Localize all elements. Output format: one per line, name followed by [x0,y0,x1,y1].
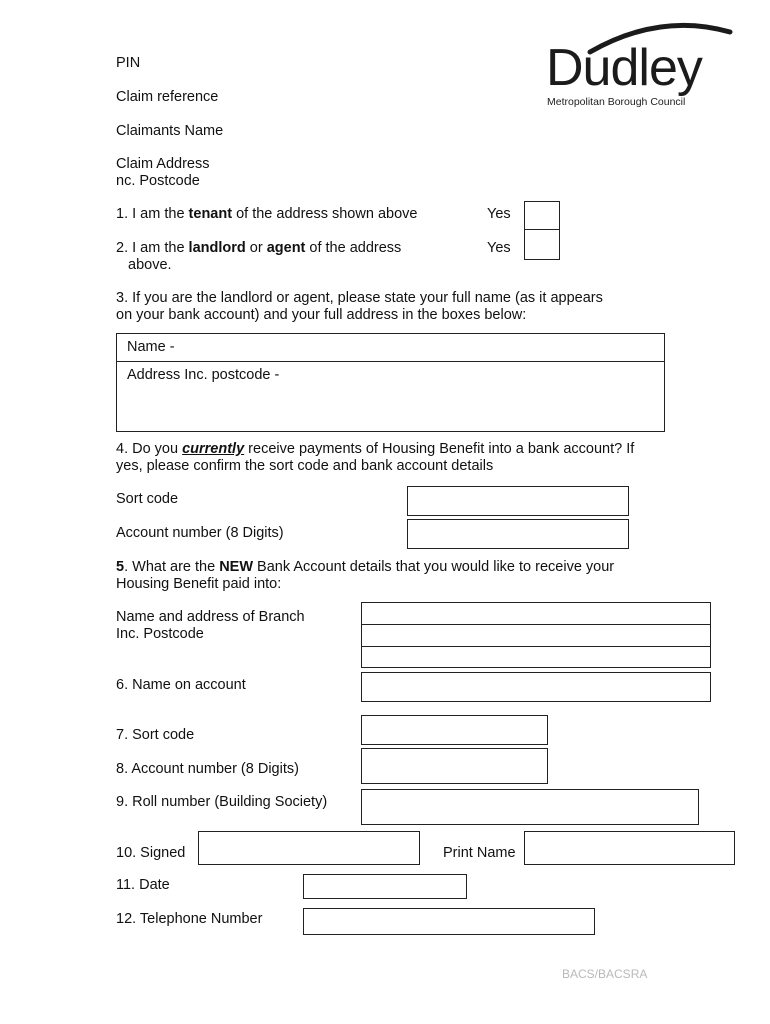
q3-text-line2: on your bank account) and your full address in the boxes below: [116,307,527,323]
q5-text: 5. What are the NEW Bank Account details that you would like to receive your [116,559,615,575]
postcode-label: nc. Postcode [116,173,200,189]
q2-yes-label: Yes [487,240,511,256]
q1-yes-label: Yes [487,206,511,222]
landlord-name-field[interactable] [116,333,665,362]
signed-label: 10. Signed [116,845,186,861]
roll-number-field[interactable] [361,789,699,825]
print-name-field[interactable] [524,831,735,865]
new-account-number-label: 8. Account number (8 Digits) [116,761,299,777]
claim-address-label: Claim Address [116,156,210,172]
name-on-account-label: 6. Name on account [116,677,246,693]
telephone-label: 12. Telephone Number [116,911,263,927]
new-account-number-field[interactable] [361,748,548,784]
roll-number-label: 9. Roll number (Building Society) [116,794,328,810]
branch-address-field-3[interactable] [361,646,711,668]
signature-field[interactable] [198,831,420,865]
landlord-address-label: Address Inc. postcode - [127,367,280,383]
new-sort-code-field[interactable] [361,715,548,745]
landlord-address-field[interactable] [116,361,665,432]
new-sort-code-label: 7. Sort code [116,727,195,743]
claimants-name-label: Claimants Name [116,123,224,139]
q1-yes-checkbox[interactable] [524,201,560,231]
branch-label: Name and address of Branch [116,609,305,625]
branch-address-field-1[interactable] [361,602,711,625]
landlord-name-label: Name - [127,339,175,355]
print-name-label: Print Name [443,845,516,861]
q2-yes-checkbox[interactable] [524,229,560,260]
q2-text-line2: above. [128,257,172,273]
claim-reference-label: Claim reference [116,89,219,105]
date-field[interactable] [303,874,467,899]
q5-text-line2: Housing Benefit paid into: [116,576,282,592]
name-on-account-field[interactable] [361,672,711,702]
branch-label-line2: Inc. Postcode [116,626,204,642]
form-code-footer: BACS/BACSRA [562,967,648,981]
q1-text: 1. I am the tenant of the address shown above [116,206,418,222]
current-account-number-label: Account number (8 Digits) [116,525,284,541]
council-logo [540,18,740,110]
telephone-field[interactable] [303,908,595,935]
current-account-number-field[interactable] [407,519,629,549]
logo-subtitle: Metropolitan Borough Council [547,96,686,108]
q2-text: 2. I am the landlord or agent of the address [116,240,402,256]
date-label: 11. Date [116,877,170,893]
branch-address-field-2[interactable] [361,624,711,647]
pin-label: PIN [116,55,141,71]
current-sort-code-field[interactable] [407,486,629,516]
q4-text: 4. Do you currently receive payments of Housing Benefit into a bank account? If [116,441,635,457]
current-sort-code-label: Sort code [116,491,179,507]
q3-text: 3. If you are the landlord or agent, please state your full name (as it appears [116,290,603,306]
logo-wordmark: Dudley [546,39,702,97]
q4-text-line2: yes, please confirm the sort code and bank account details [116,458,494,474]
